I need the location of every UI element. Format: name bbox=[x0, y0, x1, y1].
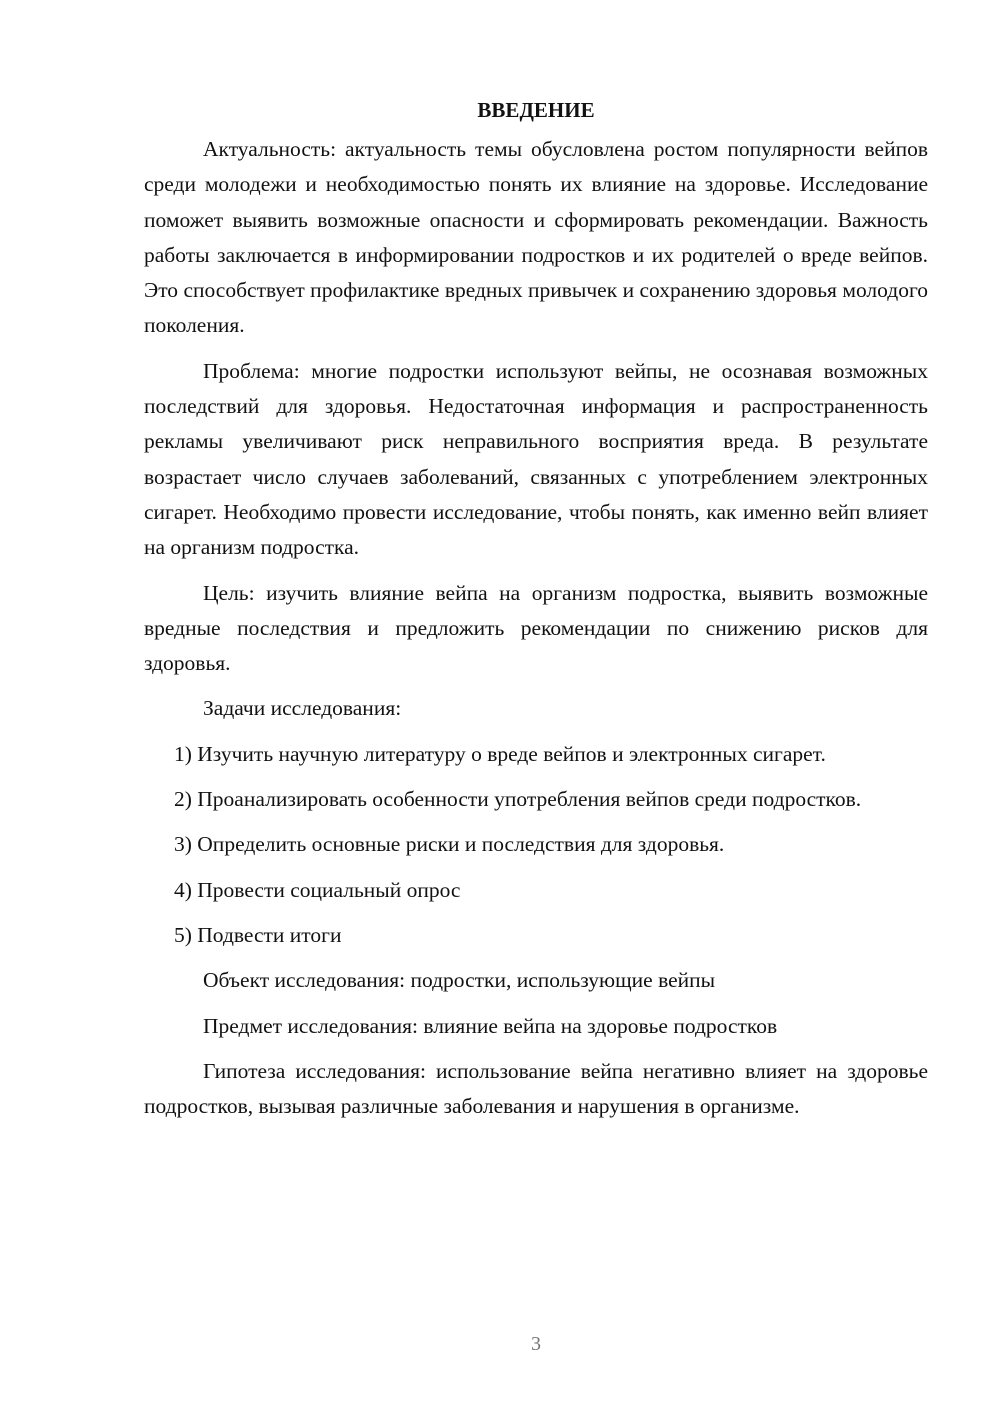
page-number: 3 bbox=[531, 1333, 541, 1355]
paragraph-subject: Предмет исследования: влияние вейпа на здоровье подростков bbox=[203, 1013, 778, 1038]
paragraph-goal: Цель: изучить влияние вейпа на организм подростка, выявить возможные вредные последствия и предложить рекомендации по снижению рисков для здоровья. bbox=[144, 580, 928, 676]
task-item-2: 2) Проанализировать особенности употребления вейпов среди подростков. bbox=[174, 787, 862, 812]
paragraph-tasks-title: Задачи исследования: bbox=[203, 696, 402, 721]
paragraph-relevance: Актуальность: актуальность темы обусловлена ростом популярности вейпов среди молодежи и необходимостью понять их влияние на здоровье. Исследование поможет выявить возможные опасности и сформировать рекомендации. Важность работы заключается в информировании подростков и их родителей о вреде вейпов. Это способствует профилактике вредных привычек и сохранению здоровья молодого поколения. bbox=[144, 137, 928, 338]
paragraph-object: Объект исследования: подростки, использующие вейпы bbox=[203, 968, 716, 993]
paragraph-hypothesis: Гипотеза исследования: использование вейпа негативно влияет на здоровье подростков, вызывая различные заболевания и нарушения в организме. bbox=[144, 1058, 928, 1119]
paragraph-problem: Проблема: многие подростки используют вейпы, не осознавая возможных последствий для здоровья. Недостаточная информация и распространенность рекламы увеличивают риск неправильного восприятия вреда. В результате возрастает число случаев заболеваний, связанных с употреблением электронных сигарет. Необходимо провести исследование, чтобы понять, как именно вейп влияет на организм подростка. bbox=[144, 358, 928, 560]
task-item-5: 5) Подвести итоги bbox=[174, 922, 342, 947]
section-heading: ВВЕДЕНИЕ bbox=[477, 98, 595, 122]
task-item-3: 3) Определить основные риски и последствия для здоровья. bbox=[174, 832, 725, 857]
document-body bbox=[144, 92, 928, 1134]
task-item-4: 4) Провести социальный опрос bbox=[174, 877, 461, 902]
task-item-1: 1) Изучить научную литературу о вреде вейпов и электронных сигарет. bbox=[174, 741, 826, 766]
